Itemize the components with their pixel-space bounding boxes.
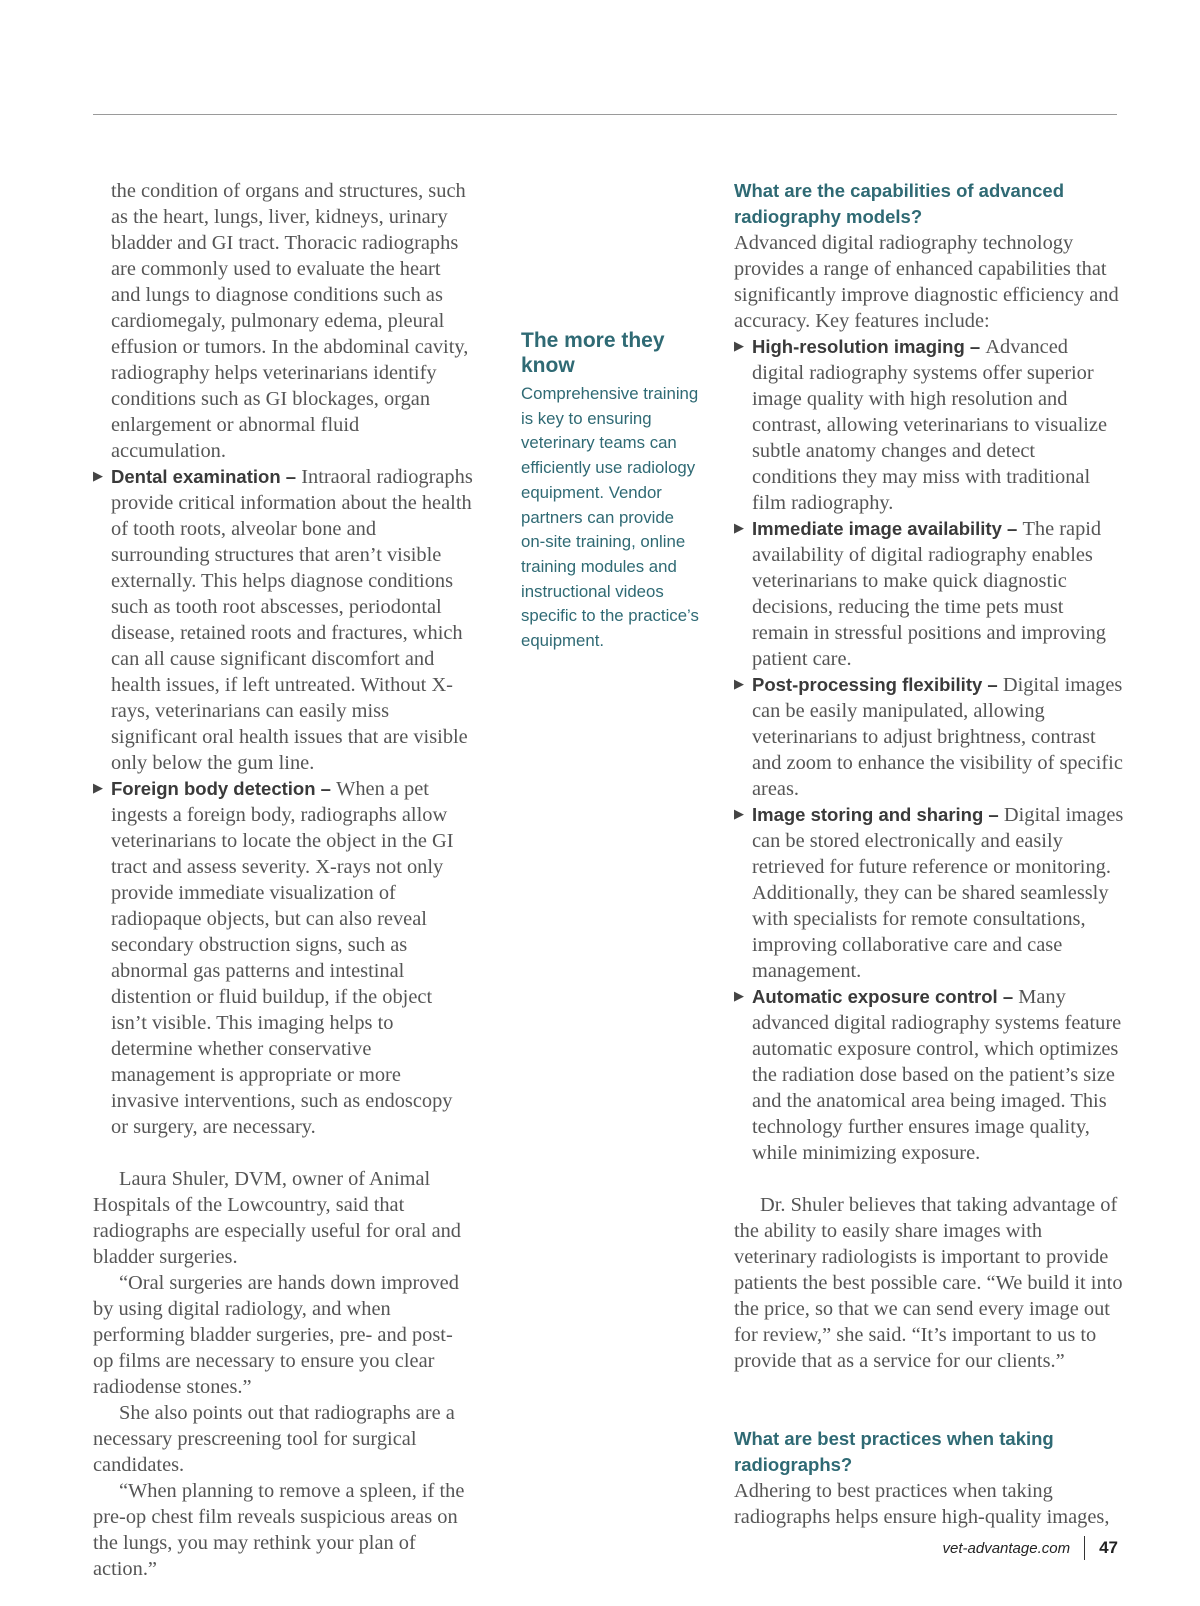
body-paragraph: Adhering to best practices when taking radiographs helps ensure high-quality images, bbox=[734, 1480, 1110, 1528]
section-heading: What are the capabilities of advanced radiography models? bbox=[734, 180, 1065, 227]
triangle-right-icon: ▶ bbox=[93, 781, 103, 796]
list-item bbox=[734, 334, 1124, 516]
left-intro-paragraph: the condition of organs and structures, such as the heart, lungs, liver, kidneys, urinary bladder and GI tract. Thoracic radiographs are commonly used to evaluate the heart and lungs to diagnose conditions such as cardiomegaly, pulmonary edema, pleural effusion or tumors. In the abdominal cavity, radiography helps veterinarians identify conditions such as GI blockages, organ enlargement or abnormal fluid accumulation. bbox=[111, 180, 469, 462]
right-bullet-list bbox=[734, 334, 1124, 1166]
list-item bbox=[93, 464, 473, 776]
list-item bbox=[734, 516, 1124, 672]
bullet-lead: Foreign body detection – bbox=[111, 778, 337, 799]
bullet-lead: Post-processing flexibility – bbox=[752, 674, 1003, 695]
triangle-right-icon: ▶ bbox=[734, 521, 744, 536]
section-heading: What are best practices when taking radiographs? bbox=[734, 1428, 1054, 1475]
right-column bbox=[734, 178, 1124, 1530]
triangle-right-icon: ▶ bbox=[734, 339, 744, 354]
bullet-text: When a pet ingests a foreign body, radiographs allow veterinarians to locate the object in the GI tract and assess severity. X-rays not only provide immediate visualization of radiopaque objects, but can also reveal secondary obstruction signs, such as abnormal gas patterns and intestinal distention or fluid buildup, if the object isn’t visible. This imaging helps to determine whether conservative management is appropriate or more invasive interventions, such as endoscopy or surgery, are necessary. bbox=[111, 778, 454, 1138]
bullet-text: Many advanced digital radiography systems feature automatic exposure control, which optimizes the radiation dose based on the patient’s size and the anatomical area being imaged. This technology further ensures image quality, while minimizing exposure. bbox=[752, 986, 1122, 1164]
sidebar-callout bbox=[521, 328, 701, 654]
bullet-lead: Image storing and sharing – bbox=[752, 804, 1004, 825]
triangle-right-icon: ▶ bbox=[93, 469, 103, 484]
bullet-text: Advanced digital radiography systems offer superior image quality with high resolution and contrast, allowing veterinarians to visualize subtle anatomy changes and detect conditions they may miss with traditional film radiography. bbox=[752, 336, 1108, 514]
bullet-lead: Immediate image availability – bbox=[752, 518, 1023, 539]
body-paragraph: “Oral surgeries are hands down improved by using digital radiology, and when performing bladder surgeries, pre- and post-op films are necessary to ensure you clear radiodense stones.” bbox=[93, 1272, 459, 1398]
bullet-text: Intraoral radiographs provide critical information about the health of tooth roots, alveolar bone and surrounding structures that aren’t visible externally. This helps diagnose conditions such as tooth root abscesses, periodontal disease, retained roots and fractures, which can all cause significant discomfort and health issues, if left untreated. Without X-rays, veterinarians can easily miss significant oral health issues that are visible only below the gum line. bbox=[111, 466, 473, 774]
body-paragraph: “When planning to remove a spleen, if the pre-op chest film reveals suspicious areas on the lungs, you may rethink your plan of action.” bbox=[93, 1480, 465, 1580]
sidebar-body: Comprehensive training is key to ensuring veterinary teams can efficiently use radiology equipment. Vendor partners can provide on-site training, online training modules and instructional videos specific to the practice’s equipment. bbox=[521, 384, 699, 651]
bullet-lead: Automatic exposure control – bbox=[752, 986, 1019, 1007]
list-item bbox=[734, 802, 1124, 984]
triangle-right-icon: ▶ bbox=[734, 989, 744, 1004]
right-intro-paragraph: Advanced digital radiography technology provides a range of enhanced capabilities that significantly improve diagnostic efficiency and accuracy. Key features include: bbox=[734, 232, 1119, 332]
body-paragraph: Dr. Shuler believes that taking advantage of the ability to easily share images with veterinary radiologists is important to provide patients the best possible care. “We build it into the price, so that we can send every image out for review,” she said. “It’s important to us to provide that as a service for our clients.” bbox=[734, 1194, 1123, 1372]
triangle-right-icon: ▶ bbox=[734, 677, 744, 692]
left-bullet-list bbox=[93, 464, 473, 1140]
footer-site-link[interactable]: vet-advantage.com bbox=[942, 1539, 1071, 1557]
header-rule bbox=[93, 114, 1117, 115]
bullet-lead: High-resolution imaging – bbox=[752, 336, 986, 357]
body-paragraph: Laura Shuler, DVM, owner of Animal Hospitals of the Lowcountry, said that radiographs are especially useful for oral and bladder surgeries. bbox=[93, 1168, 462, 1268]
page-number: 47 bbox=[1099, 1538, 1118, 1557]
list-item bbox=[734, 672, 1124, 802]
bullet-text: Digital images can be stored electronically and easily retrieved for future reference or monitoring. Additionally, they can be shared seamlessly with specialists for remote consultations, improving collaborative care and case management. bbox=[752, 804, 1124, 982]
triangle-right-icon: ▶ bbox=[734, 807, 744, 822]
list-item bbox=[734, 984, 1124, 1166]
bullet-lead: Dental examination – bbox=[111, 466, 302, 487]
bullet-text: Digital images can be easily manipulated, allowing veterinarians to adjust brightness, contrast and zoom to enhance the visibility of specific areas. bbox=[752, 674, 1123, 800]
bullet-text: The rapid availability of digital radiography enables veterinarians to make quick diagnostic decisions, reducing the time pets must remain in stressful positions and improving patient care. bbox=[752, 518, 1106, 670]
body-paragraph: She also points out that radiographs are a necessary prescreening tool for surgical candidates. bbox=[93, 1402, 455, 1476]
footer-divider bbox=[1084, 1536, 1085, 1560]
page-footer bbox=[943, 1536, 1119, 1560]
sidebar-title: The more they know bbox=[521, 329, 665, 377]
left-column bbox=[93, 178, 473, 1582]
list-item bbox=[93, 776, 473, 1140]
